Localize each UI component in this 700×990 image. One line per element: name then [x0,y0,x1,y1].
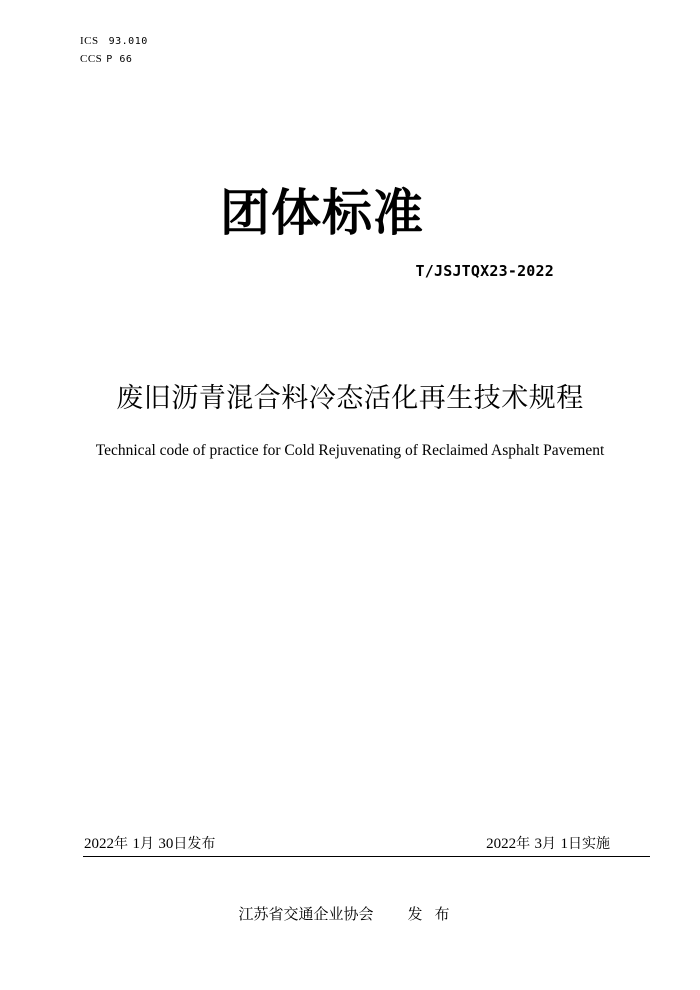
ccs-code: P 66 [106,54,133,65]
publisher-line [0,903,700,925]
title-chinese: 废旧沥青混合料冷态活化再生技术规程 [116,383,584,414]
ics-label: ICS [80,35,99,47]
ics-code: 93.010 [108,36,148,47]
ccs-label: CCS [80,53,103,65]
standard-number: T/JSJTQX23-2022 [415,262,554,280]
ics-classification [80,35,148,47]
release-date: 2022年 1月 30日发布 [84,836,216,852]
implementation-date: 2022年 3月 1日实施 [486,836,610,852]
publish-action: 发布 [407,905,462,923]
ccs-classification [80,53,132,65]
publisher-name: 江苏省交通企业协会 [238,905,374,923]
standard-type-heading: 团体标准 [220,184,424,242]
title-english: Technical code of practice for Cold Rejuvenating of Reclaimed Asphalt Pavement [95,442,605,459]
dates-row [83,834,650,857]
